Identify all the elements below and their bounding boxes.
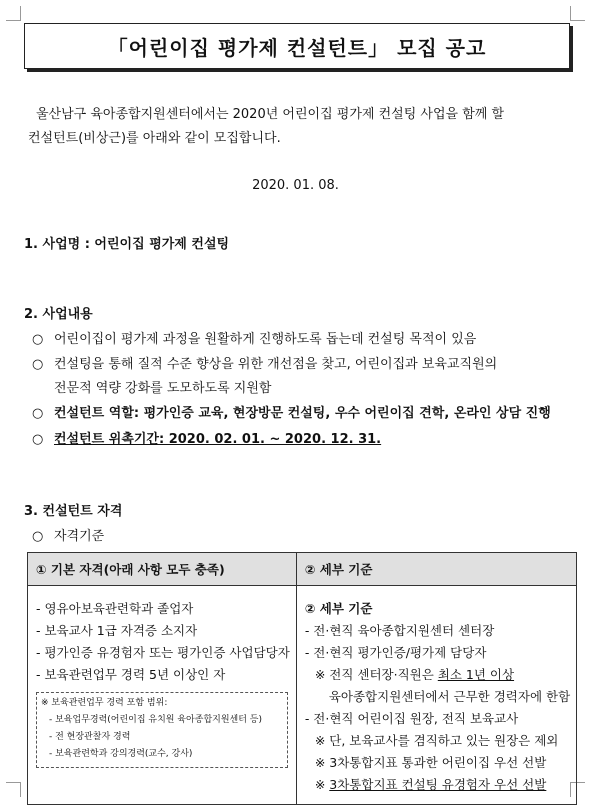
detail-criteria-header: ② 세부 기준 bbox=[296, 553, 576, 586]
circle-bullet-icon: ○ bbox=[32, 357, 44, 372]
detail-note bbox=[305, 774, 570, 796]
note-text: ※ 전직 센터장·직원은 bbox=[314, 667, 438, 682]
note-title: ※ 보육관련업무 경력 포함 범위: bbox=[41, 698, 168, 708]
career-scope-note bbox=[36, 692, 288, 768]
intro-line-1: 울산남구 육아종합지원센터에서는 2020년 어린이집 평가제 컨설팅 사업을 함께 할 bbox=[36, 107, 504, 122]
note-item: - 보육관련학과 강의경력(교수, 강사) bbox=[49, 749, 193, 759]
announcement-date: 2020. 01. 08. bbox=[252, 178, 339, 193]
section-2-heading: 2. 사업내용 bbox=[24, 307, 93, 322]
item-text: 컨설팅을 통해 질적 수준 향상을 위한 개선점을 찾고, 어린이집과 보육교직원의 bbox=[54, 357, 498, 372]
note-item: - 보육업무경력(어린이집 유치원 육아종합지원센터 등) bbox=[49, 715, 262, 725]
detail-note-continued: 육아종합지원센터에서 근무한 경력자에 한함 bbox=[328, 689, 571, 704]
circle-bullet-icon: ○ bbox=[32, 432, 44, 447]
item-text: 컨설턴트 위촉기간: 2020. 02. 01. ~ 2020. 12. 31. bbox=[54, 432, 382, 447]
detail-item: - 전·현직 육아종합지원센터 센터장 bbox=[304, 623, 495, 638]
circle-bullet-icon: ○ bbox=[32, 529, 44, 544]
section-2-item-2 bbox=[32, 353, 497, 372]
item-text: 자격기준 bbox=[54, 529, 105, 544]
note-emphasis: 최소 1년 이상 bbox=[437, 667, 515, 682]
section-2-item-4 bbox=[32, 428, 381, 447]
section-3-heading: 3. 컨설턴트 자격 bbox=[24, 504, 123, 519]
detail-note bbox=[305, 664, 570, 686]
table-row bbox=[28, 586, 577, 805]
document-title: 「어린이집 평가제 컨설턴트」 모집 공고 bbox=[24, 23, 570, 69]
table-header-row bbox=[28, 553, 577, 586]
section-1-heading: 1. 사업명 : 어린이집 평가제 컨설팅 bbox=[24, 237, 230, 252]
basic-qualification-header: ① 기본 자격(아래 사항 모두 충족) bbox=[28, 553, 297, 586]
detail-note: ※ 3차통합지표 통과한 어린이집 우선 선발 bbox=[314, 755, 547, 770]
crop-mark-bottom-left bbox=[6, 782, 21, 797]
basic-item: - 영유아보육관련학과 졸업자 bbox=[36, 601, 194, 616]
detail-criteria-cell bbox=[296, 586, 576, 805]
note-text: ※ bbox=[314, 777, 330, 792]
circle-bullet-icon: ○ bbox=[32, 332, 44, 347]
basic-item: - 보육관련업무 경력 5년 이상인 자 bbox=[36, 667, 226, 682]
detail-note: ※ 단, 보육교사를 겸직하고 있는 원장은 제외 bbox=[314, 733, 559, 748]
section-2-item-3 bbox=[32, 402, 551, 421]
circle-bullet-icon: ○ bbox=[32, 406, 44, 421]
section-2-item-2-continued: 전문적 역량 강화를 도모하도록 지원함 bbox=[54, 381, 272, 396]
intro-paragraph bbox=[28, 103, 568, 151]
basic-qualification-cell bbox=[28, 586, 297, 805]
basic-item: - 보육교사 1급 자격증 소지자 bbox=[36, 623, 198, 638]
item-text: 컨설턴트 역할: 평가인증 교육, 현장방문 컨설팅, 우수 어린이집 견학, 온라인 상담 진행 bbox=[54, 406, 551, 421]
note-item: - 전 현장관찰자 경력 bbox=[49, 732, 131, 742]
item-text: 어린이집이 평가제 과정을 원활하게 진행하도록 돕는데 컨설팅 목적이 있음 bbox=[54, 332, 477, 347]
intro-line-2: 컨설턴트(비상근)를 아래와 같이 모집합니다. bbox=[28, 131, 281, 146]
basic-item: - 평가인증 유경험자 또는 평가인증 사업담당자 bbox=[36, 645, 290, 660]
detail-item: - 전·현직 평가인증/평가제 담당자 bbox=[304, 645, 487, 660]
crop-mark-top-left bbox=[6, 6, 21, 21]
detail-item: - 전·현직 어린이집 원장, 전직 보육교사 bbox=[304, 711, 519, 726]
note-emphasis: 3차통합지표 컨설팅 유경험자 우선 선발 bbox=[329, 777, 547, 792]
detail-title: ② 세부 기준 bbox=[304, 601, 373, 616]
qualification-table bbox=[27, 552, 577, 805]
crop-mark-top-right bbox=[570, 6, 585, 21]
section-2-item-1 bbox=[32, 328, 476, 347]
section-3-sub bbox=[32, 525, 104, 544]
